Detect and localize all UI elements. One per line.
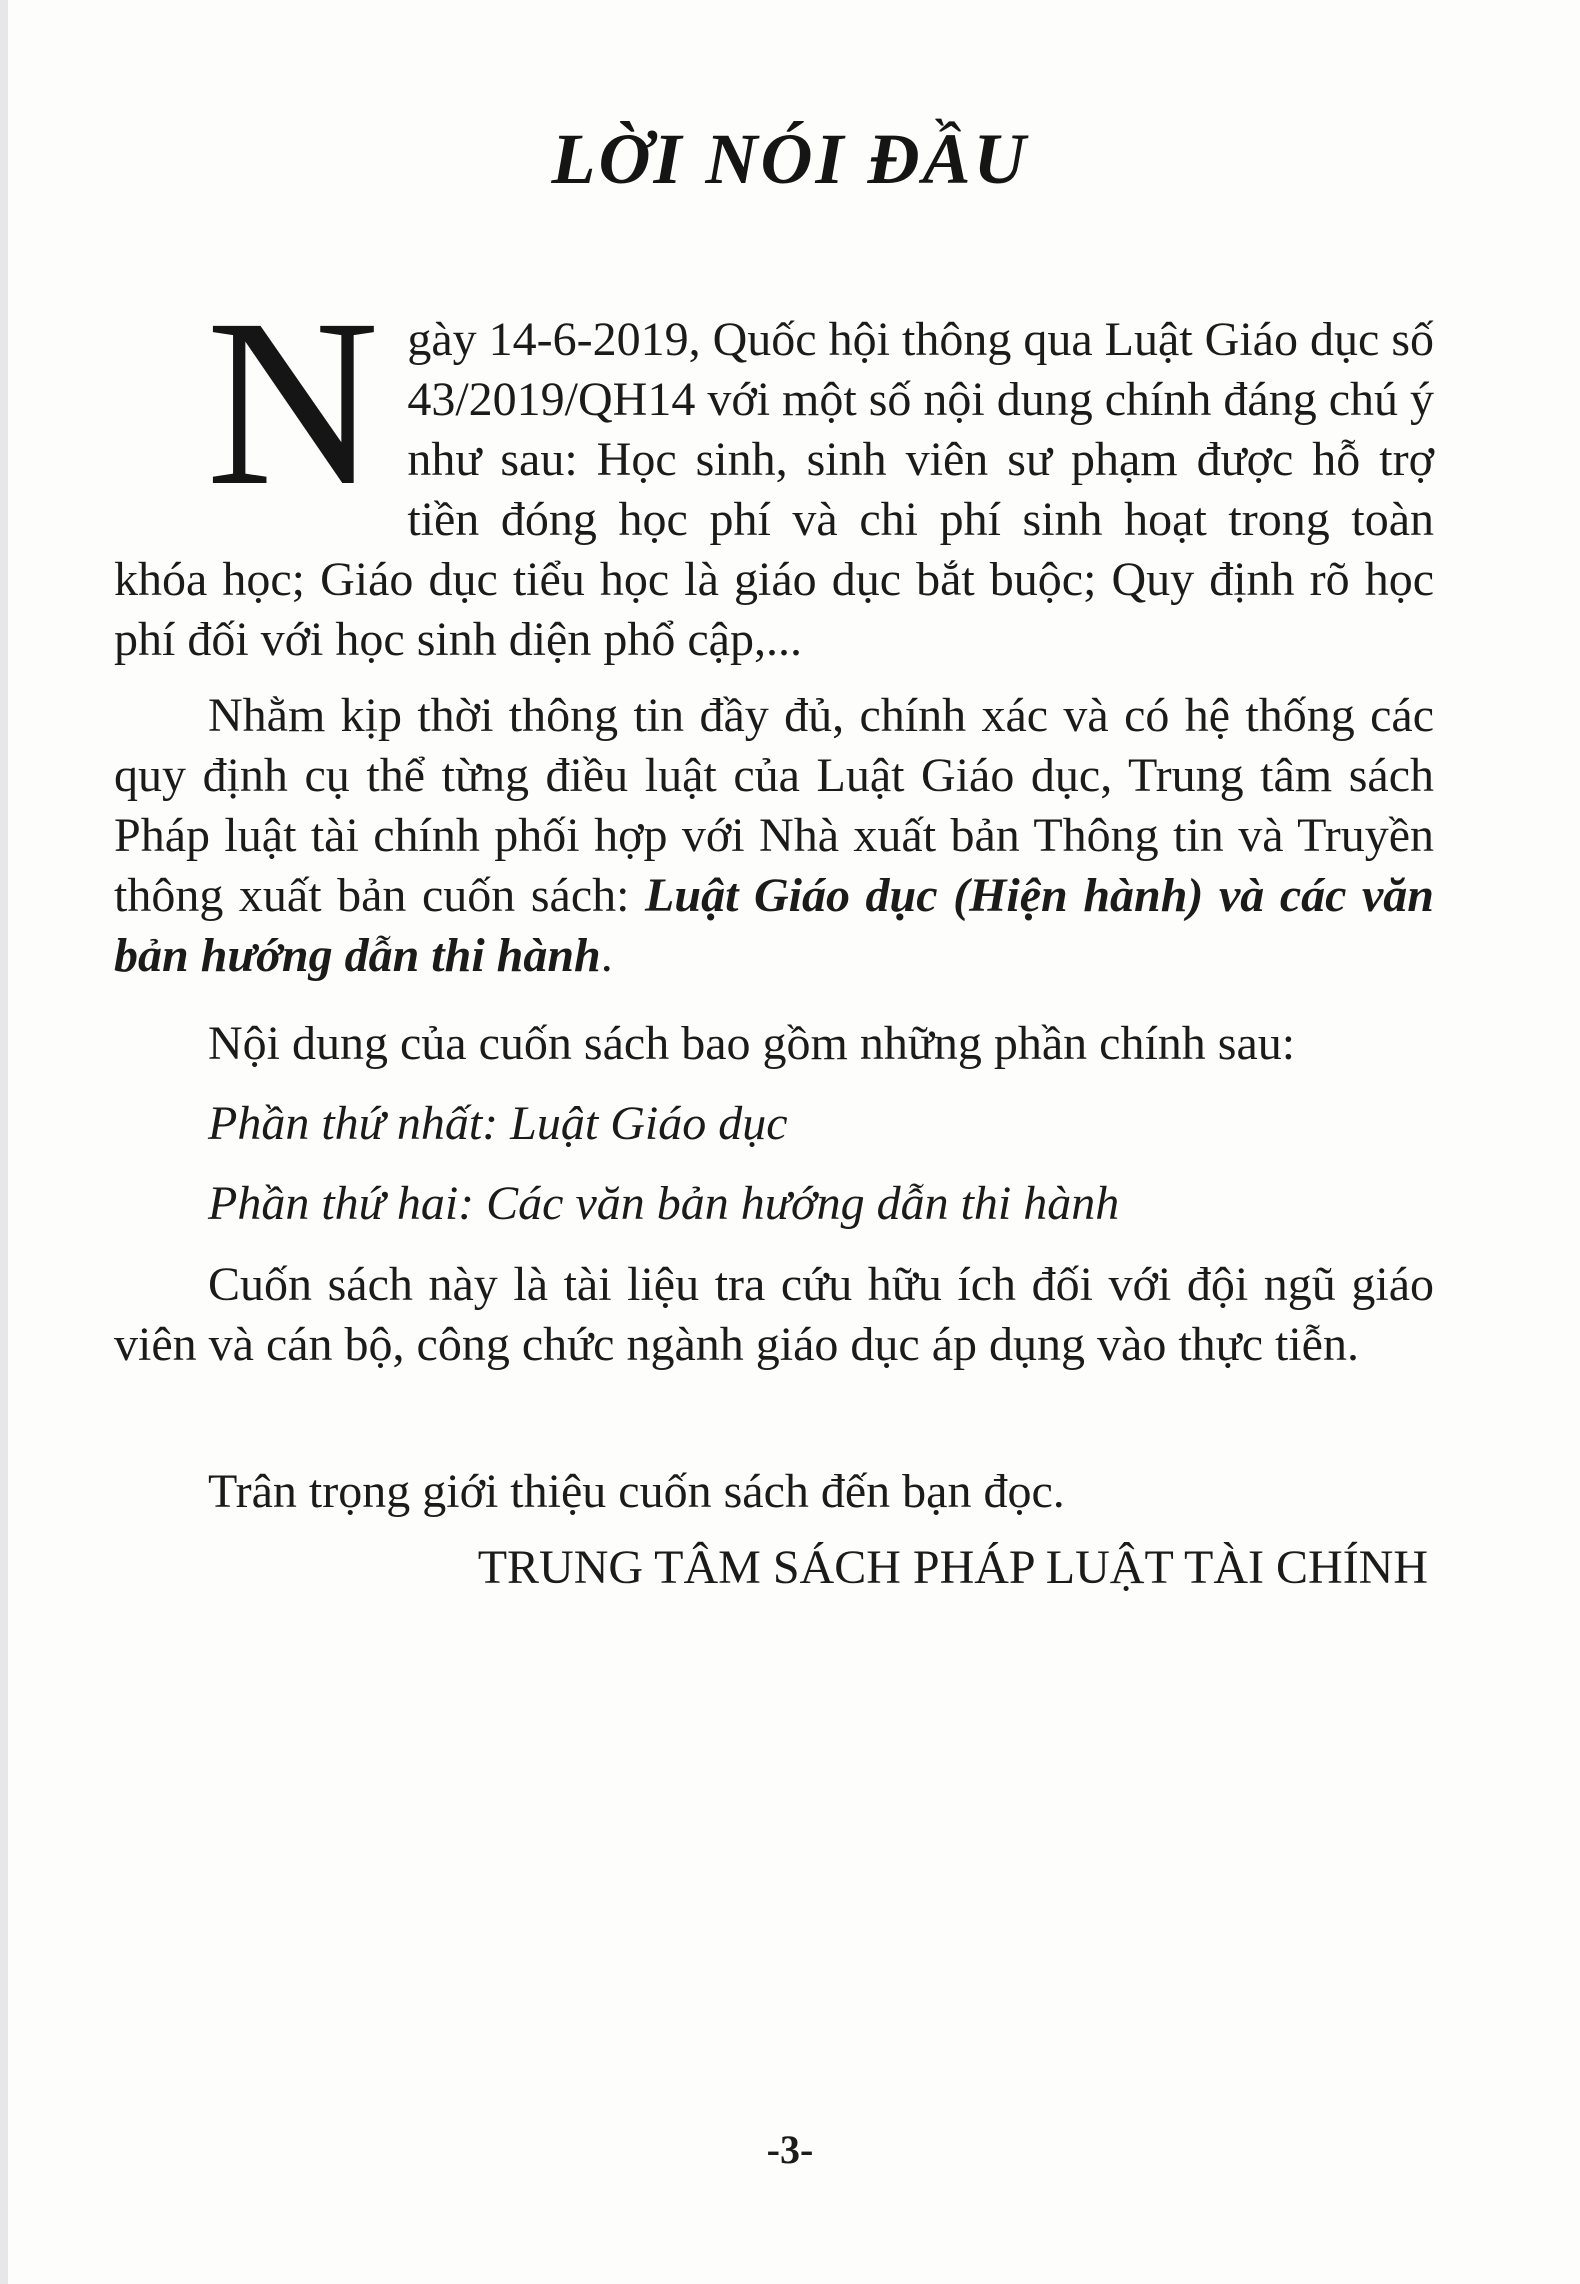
paragraph-purpose-end: .	[600, 929, 613, 982]
page-title: LỜI NÓI ĐẦU	[551, 119, 1029, 199]
scan-edge	[0, 0, 8, 2284]
page-number: -3-	[766, 2127, 814, 2172]
paragraph-closing: Trân trọng giới thiệu cuốn sách đến bạn đọc.	[208, 1465, 1065, 1518]
drop-cap: N	[206, 269, 380, 535]
paragraph-purpose	[114, 686, 1434, 986]
part-two: Phần thứ hai: Các văn bản hướng dẫn thi hành	[208, 1177, 1120, 1230]
signature: TRUNG TÂM SÁCH PHÁP LUẬT TÀI CHÍNH	[477, 1541, 1428, 1594]
paragraph-contents: Nội dung của cuốn sách bao gồm những phần chính sau:	[208, 1017, 1296, 1070]
part-one: Phần thứ nhất: Luật Giáo dục	[208, 1097, 788, 1150]
book-title: Luật Giáo dục (Hiện hành) và các văn bản hướng dẫn thi hành	[114, 869, 1434, 982]
paragraph-intro-text: gày 14-6-2019, Quốc hội thông qua Luật Giáo dục số 43/2019/QH14 với một số nội dung chính đáng chú ý như sau: Học sinh, sinh viên sư phạm được hỗ trợ tiền đóng học phí và chi phí sinh hoạt trong toàn khóa học; Giáo dục tiểu học là giáo dục bắt buộc; Quy định rõ học phí đối với học sinh diện phổ cập,...	[114, 313, 1434, 666]
paragraph-purpose-text: Nhằm kịp thời thông tin đầy đủ, chính xác và có hệ thống các quy định cụ thể từng điều luật của Luật Giáo dục, Trung tâm sách Pháp luật tài chính phối hợp với Nhà xuất bản Thông tin và Truyền thông xuất bản cuốn sách:	[114, 689, 1434, 922]
paragraph-intro	[114, 269, 1434, 670]
paragraph-usefulness: Cuốn sách này là tài liệu tra cứu hữu ích đối với đội ngũ giáo viên và cán bộ, công chức ngành giáo dục áp dụng vào thực tiễn.	[114, 1258, 1434, 1371]
